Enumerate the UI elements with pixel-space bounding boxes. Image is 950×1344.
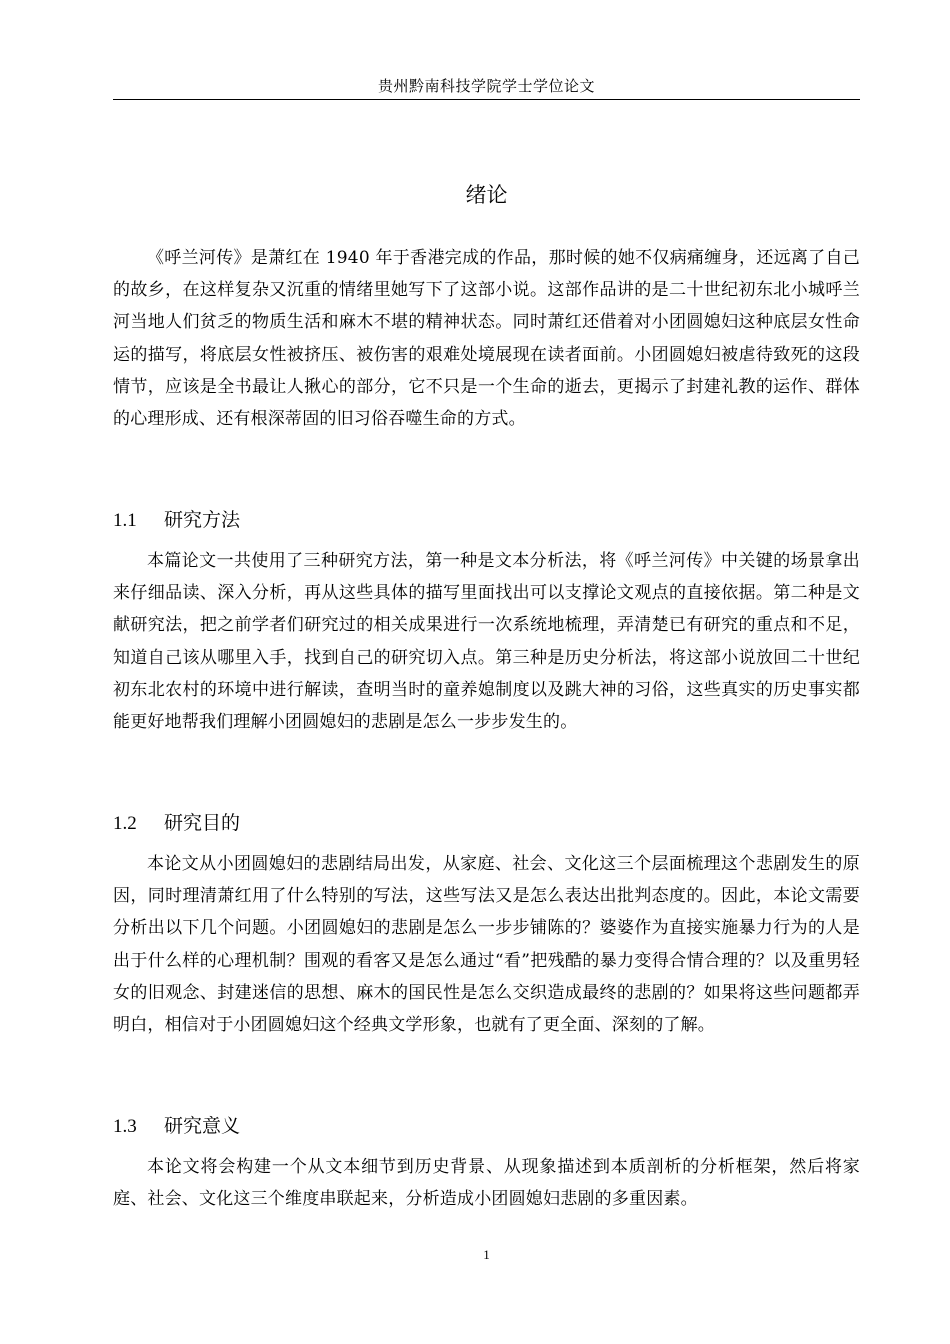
header-rule	[113, 99, 860, 100]
section-number: 1.2	[113, 813, 137, 834]
chapter-title: 绪论	[465, 183, 508, 207]
intro-paragraph: 《呼兰河传》是萧红在 1940 年于香港完成的作品，那时候的她不仅病痛缠身，还远离了自己的故乡，在这样复杂又沉重的情绪里她写下了这部小说。这部作品讲的是二十世纪初东北小城呼兰河当地人们贫乏的物质生活和麻木不堪的精神状态。同时萧红还借着对小团圆媳妇这种底层女性命运的描写，将底层女性被挤压、被伤害的艰难处境展现在读者面前。小团圆媳妇被虐待致死的这段情节，应该是全书最让人揪心的部分，它不只是一个生命的逝去，更揭示了封建礼教的运作、群体的心理形成、还有根深蒂固的旧习俗吞噬生命的方式。	[113, 248, 860, 430]
section-title: 研究目的	[164, 812, 241, 834]
section-paragraph-1-2: 本论文从小团圆媳妇的悲剧结局出发，从家庭、社会、文化这三个层面梳理这个悲剧发生的原因，同时理清萧红用了什么特别的写法，这些写法又是怎么表达出批判态度的。因此，本论文需要分析出以下几个问题。小团圆媳妇的悲剧是怎么一步步铺陈的？婆婆作为直接实施暴力行为的人是出于什么样的心理机制？围观的看客又是怎么通过“看”把残酷的暴力变得合情合理的？以及重男轻女的旧观念、封建迷信的思想、麻木的国民性是怎么交织造成最终的悲剧的？如果将这些问题都弄明白，相信对于小团圆媳妇这个经典文学形象，也就有了更全面、深刻的了解。	[113, 854, 860, 1036]
page-number: 1	[483, 1247, 490, 1262]
section-title: 研究方法	[164, 509, 241, 531]
section-heading-1-3	[113, 1113, 860, 1140]
section-paragraph-1-1: 本篇论文一共使用了三种研究方法，第一种是文本分析法，将《呼兰河传》中关键的场景拿出来仔细品读、深入分析，再从这些具体的描写里面找出可以支撑论文观点的直接依据。第二种是文献研究法，把之前学者们研究过的相关成果进行一次系统地梳理，弄清楚已有研究的重点和不足，知道自己该从哪里入手，找到自己的研究切入点。第三种是历史分析法，将这部小说放回二十世纪初东北农村的环境中进行解读，查明当时的童养媳制度以及跳大神的习俗，这些真实的历史事实都能更好地帮我们理解小团圆媳妇的悲剧是怎么一步步发生的。	[113, 551, 860, 733]
section-heading-1-1	[113, 507, 860, 534]
section-paragraph-1-3: 本论文将会构建一个从文本细节到历史背景、从现象描述到本质剖析的分析框架，然后将家庭、社会、文化这三个维度串联起来，分析造成小团圆媳妇悲剧的多重因素。	[113, 1157, 860, 1210]
section-number: 1.3	[113, 1116, 137, 1137]
section-heading-1-2	[113, 810, 860, 837]
running-header: 贵州黔南科技学院学士学位论文	[377, 77, 595, 95]
section-number: 1.1	[113, 510, 137, 531]
section-title: 研究意义	[164, 1115, 241, 1137]
